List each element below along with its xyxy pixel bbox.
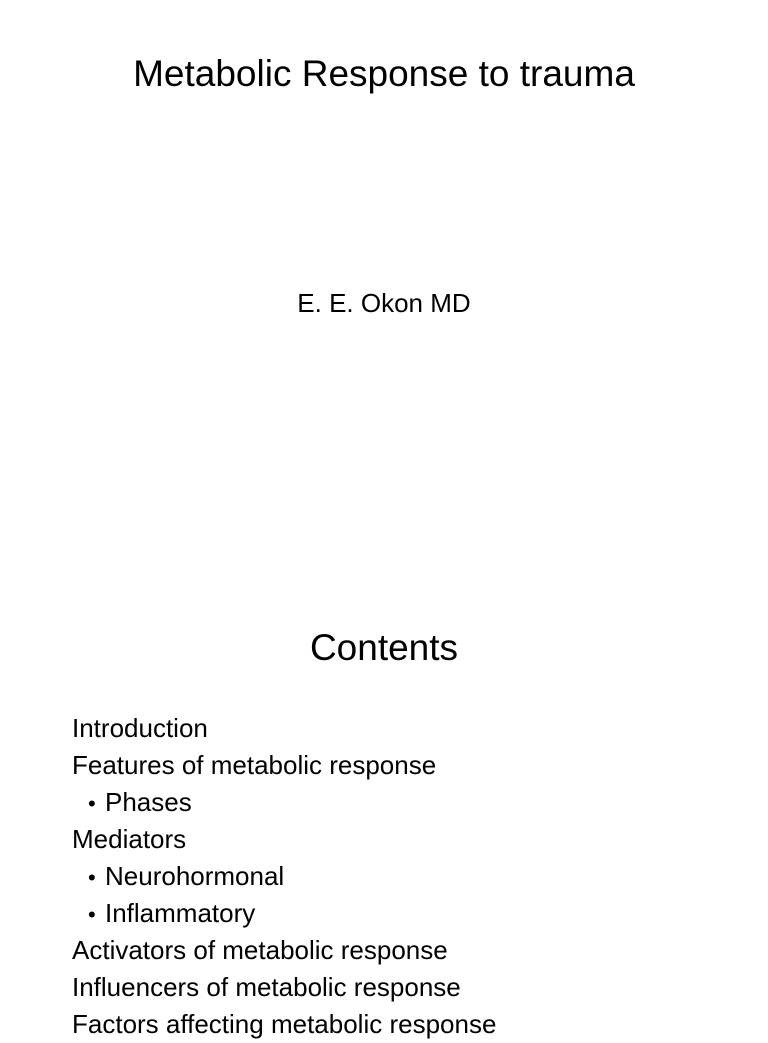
list-item-label: Neurohormonal bbox=[105, 861, 285, 891]
list-item bbox=[72, 710, 496, 747]
bullet-icon: • bbox=[88, 865, 96, 890]
contents-heading: Contents bbox=[309, 627, 459, 668]
bullet-icon: • bbox=[88, 791, 96, 816]
list-item-label: Inflammatory bbox=[105, 898, 256, 928]
list-item-label: Factors affecting metabolic response bbox=[72, 1009, 497, 1039]
list-item-label: Phases bbox=[105, 787, 192, 817]
list-item-label: Influencers of metabolic response bbox=[72, 972, 461, 1002]
bullet-icon: • bbox=[88, 902, 96, 927]
list-item-label: Activators of metabolic response bbox=[72, 935, 448, 965]
list-item bbox=[72, 1006, 496, 1043]
list-item bbox=[72, 821, 496, 858]
list-item bbox=[72, 932, 496, 969]
list-item bbox=[72, 969, 496, 1006]
list-item bbox=[72, 747, 496, 784]
contents-list bbox=[72, 710, 496, 1043]
slide-contents bbox=[0, 590, 768, 1039]
author-name: E. E. Okon MD bbox=[297, 288, 471, 318]
list-item-label: Features of metabolic response bbox=[72, 750, 437, 780]
list-subitem bbox=[72, 895, 496, 932]
page-title: Metabolic Response to trauma bbox=[133, 53, 635, 94]
list-subitem bbox=[72, 858, 496, 895]
list-subitem bbox=[72, 784, 496, 821]
list-item-label: Introduction bbox=[72, 713, 208, 743]
list-item-label: Mediators bbox=[72, 824, 187, 854]
